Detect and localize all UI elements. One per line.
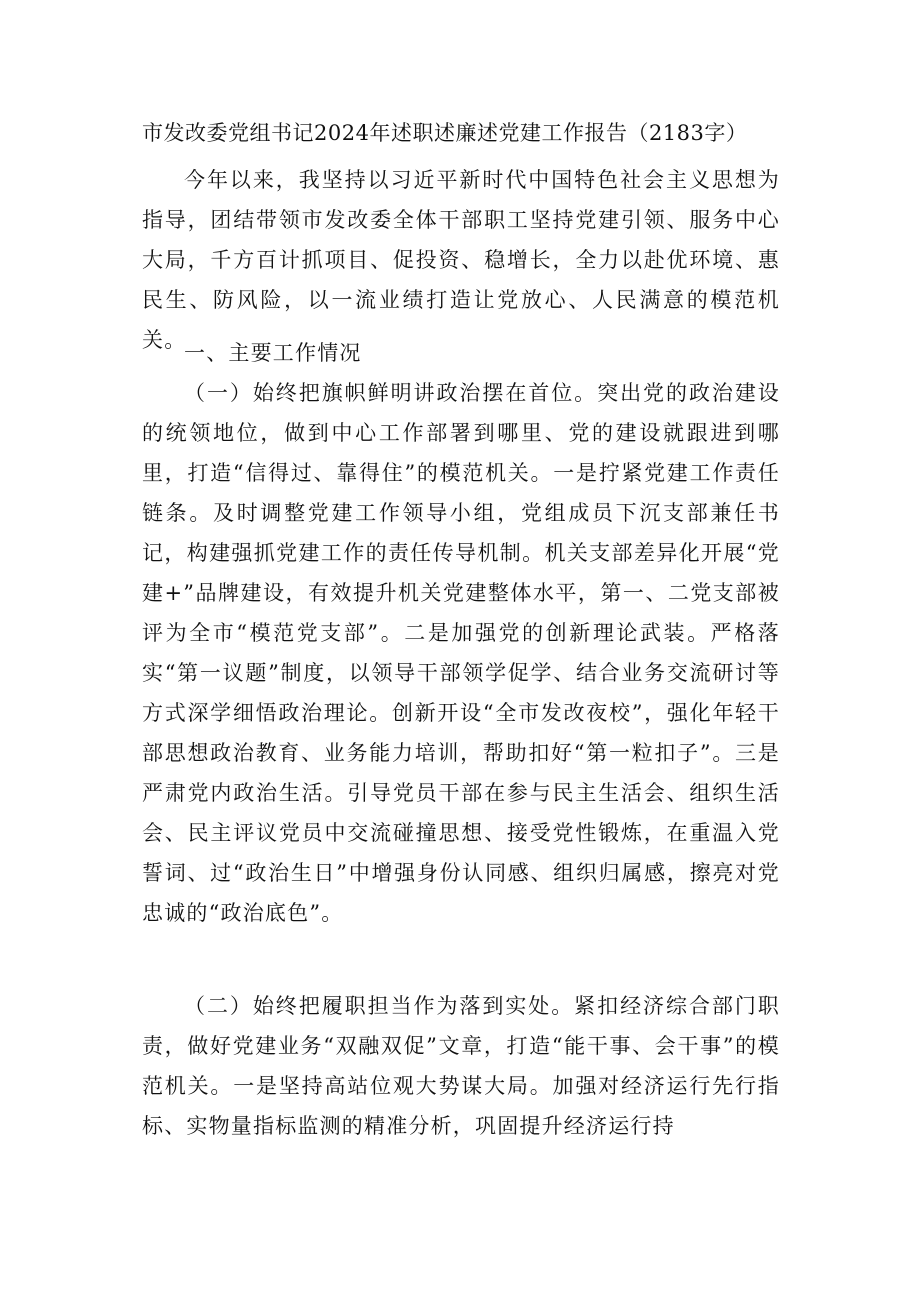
- intro-paragraph: 今年以来，我坚持以习近平新时代中国特色社会主义思想为指导，团结带领市发改委全体干部职工坚持党建引领、服务中心大局，千方百计抓项目、促投资、稳增长，全力以赴优环境、惠民生、防风险，以一流业绩打造让党放心、人民满意的模范机关。: [142, 168, 780, 352]
- section-1-paragraph: （一）始终把旗帜鲜明讲政治摆在首位。突出党的政治建设的统领地位，做到中心工作部署到哪里、党的建设就跟进到哪里，打造“信得过、靠得住”的模范机关。一是拧紧党建工作责任链条。及时调整党建工作领导小组，党组成员下沉支部兼任书记，构建强抓党建工作的责任传导机制。机关支部差异化开展“党建+”品牌建设，有效提升机关党建整体水平，第一、二党支部被评为全市“模范党支部”。二是加强党的创新理论武装。严格落实“第一议题”制度，以领导干部领学促学、结合业务交流研讨等方式深学细悟政治理论。创新开设“全市发改夜校”，强化年轻干部思想政治教育、业务能力培训，帮助扣好“第一粒扣子”。三是严肃党内政治生活。引导党员干部在参与民主生活会、组织生活会、民主评议党员中交流碰撞思想、接受党性锻炼，在重温入党誓词、过“政治生日”中增强身份认同感、组织归属感，擦亮对党忠诚的“政治底色”。: [142, 381, 780, 925]
- section-heading: 一、主要工作情况: [184, 341, 362, 365]
- section-2-paragraph: （二）始终把履职担当作为落到实处。紧扣经济综合部门职责，做好党建业务“双融双促”文章，打造“能干事、会干事”的模范机关。一是坚持高站位观大势谋大局。加强对经济运行先行指标、实物量指标监测的精准分析，巩固提升经济运行持: [142, 994, 780, 1138]
- document-title: 市发改委党组书记2024年述职述廉述党建工作报告（2183字）: [142, 121, 748, 145]
